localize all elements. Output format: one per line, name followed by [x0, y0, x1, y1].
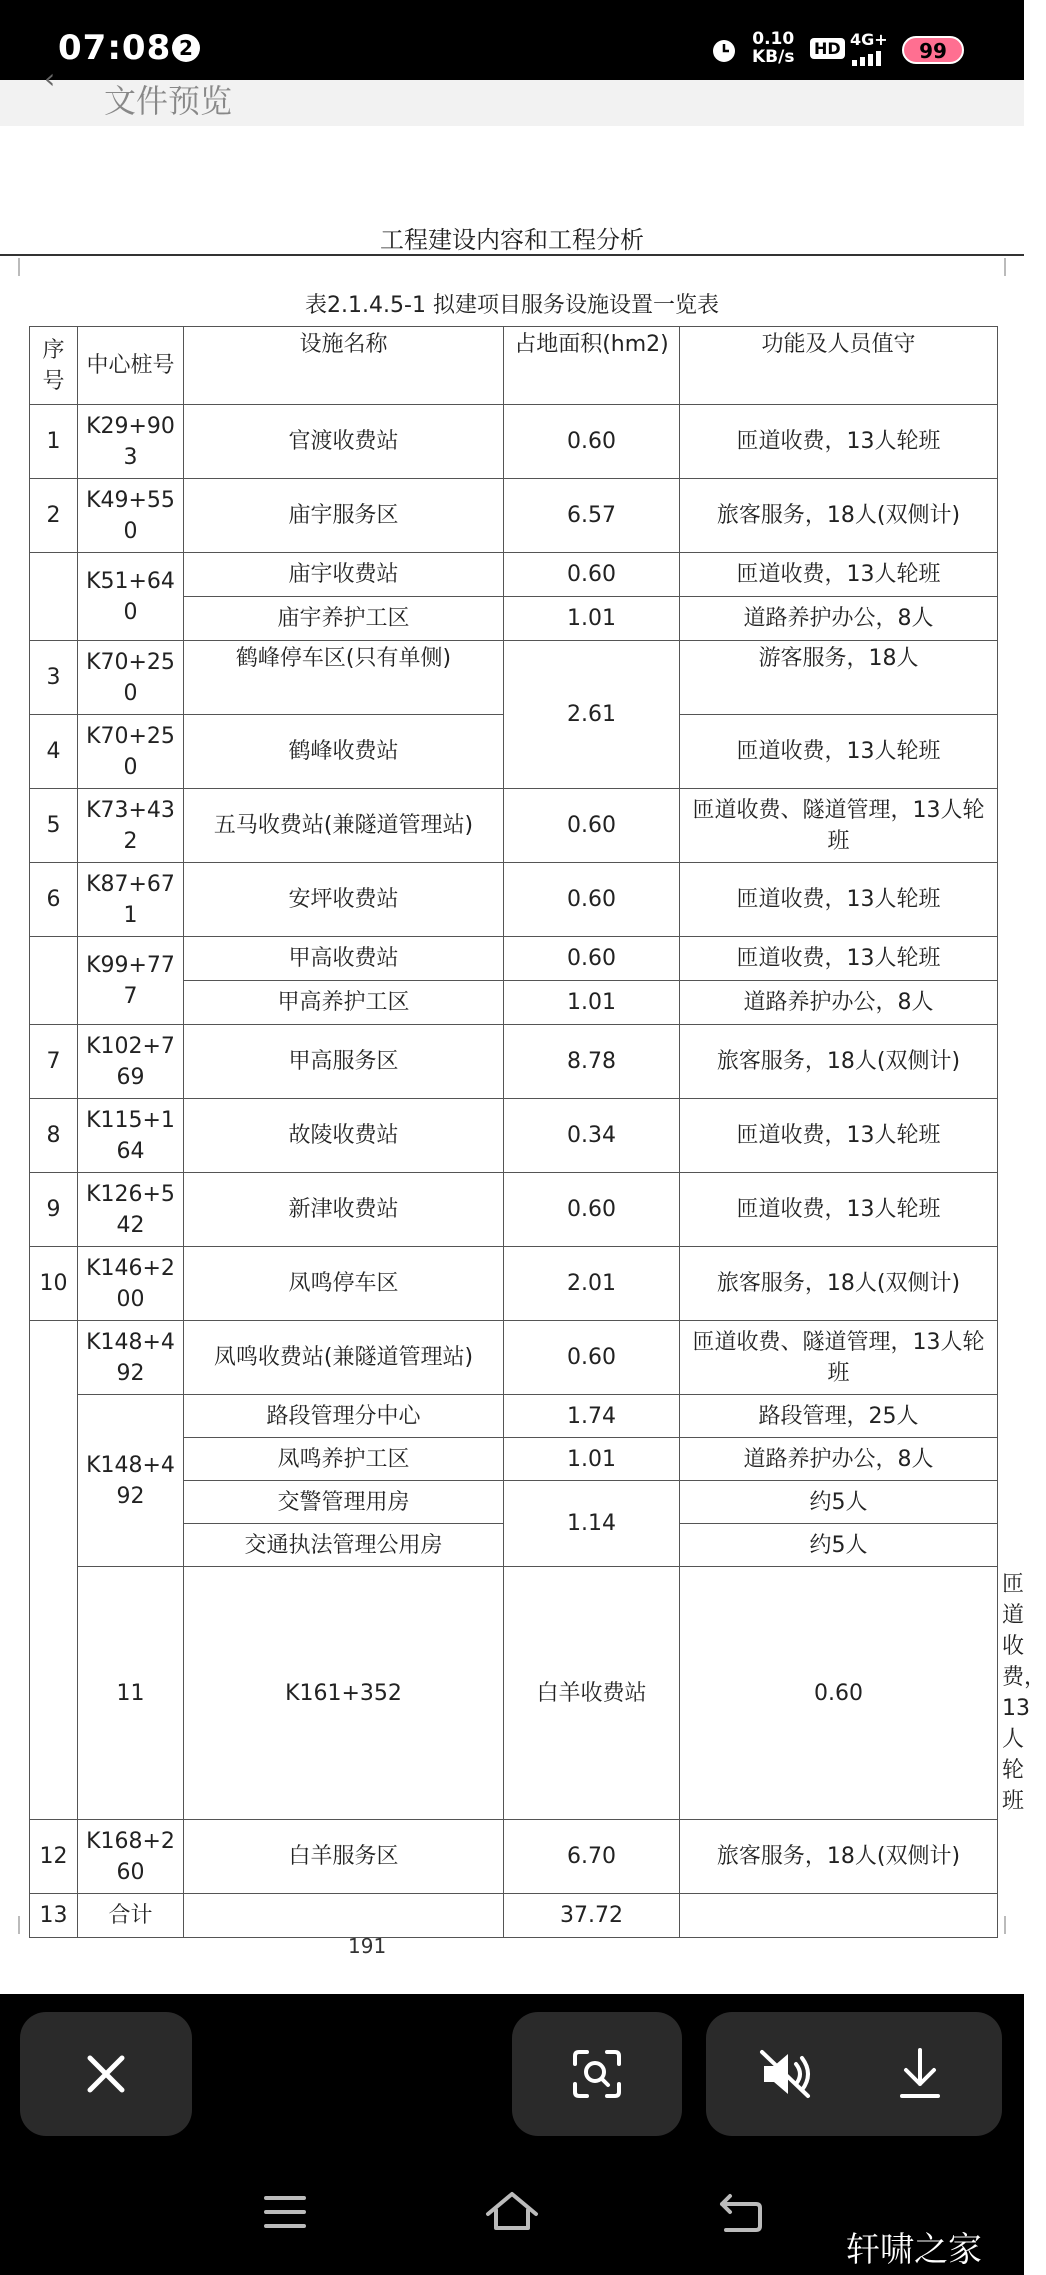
cell-name: 凤鸣养护工区 [184, 1438, 504, 1481]
column-header: 中心桩号 [78, 327, 184, 405]
cell-stake: K126+542 [78, 1173, 184, 1247]
cell-func: 道路养护办公，8人 [680, 1438, 998, 1481]
cell-area: 0.60 [504, 937, 680, 981]
document-page[interactable] [0, 126, 1046, 1976]
cell-area: 0.60 [504, 863, 680, 937]
running-header: 工程建设内容和工程分析 [380, 226, 644, 254]
cell-area: 1.01 [504, 981, 680, 1025]
cell-func: 匝道收费、隧道管理，13人轮班 [680, 789, 998, 863]
table-row: 11 K161+352 白羊收费站 0.60 匝道收费，13人轮班 [30, 1567, 998, 1820]
cell-name: 白羊收费站 [504, 1567, 680, 1820]
scan-search-icon [571, 2048, 623, 2100]
crop-mark [0, 258, 20, 276]
cell-area: 1.74 [504, 1395, 680, 1438]
cell-stake: K161+352 [184, 1567, 504, 1820]
cell-name: 庙宇服务区 [184, 479, 504, 553]
table-header-row [30, 327, 998, 405]
menu-icon[interactable] [262, 2192, 308, 2232]
cell-area: 0.60 [504, 405, 680, 479]
facilities-table [29, 326, 1046, 1938]
cell-area: 0.60 [504, 1173, 680, 1247]
cell-stake: K148+492 [78, 1321, 184, 1395]
scan-button[interactable] [512, 2012, 682, 2136]
cell-no: 13 [30, 1894, 78, 1938]
cell-no: 11 [78, 1567, 184, 1820]
status-bar [0, 0, 1024, 80]
cell-name: 路段管理分中心 [184, 1395, 504, 1438]
network-type: 4G+ [850, 30, 888, 49]
cell-area: 0.60 [504, 789, 680, 863]
notification-badge: 2 [172, 34, 200, 62]
cell-stake: K51+640 [78, 553, 184, 641]
table-row [30, 789, 998, 863]
cell-stake: K70+250 [78, 641, 184, 715]
cell-name: 新津收费站 [184, 1173, 504, 1247]
cell-func [680, 1894, 998, 1938]
alarm-icon [710, 36, 738, 64]
cell-func: 匝道收费，13人轮班 [680, 1099, 998, 1173]
cell-stake: K168+260 [78, 1820, 184, 1894]
cell-stake: K99+777 [78, 937, 184, 1025]
table-row [30, 1099, 998, 1173]
cell-name: 凤鸣收费站(兼隧道管理站) [184, 1321, 504, 1395]
cell-area: 0.60 [504, 1321, 680, 1395]
cell-func: 旅客服务，18人(双侧计) [680, 1820, 998, 1894]
cell-func: 匝道收费，13人轮班 [680, 405, 998, 479]
cell-stake: K29+903 [78, 405, 184, 479]
cell-area: 1.14 [504, 1481, 680, 1567]
cell-stake: K70+250 [78, 715, 184, 789]
cell-area: 1.01 [504, 1438, 680, 1481]
cell-name: 庙宇养护工区 [184, 597, 504, 641]
cell-area: 2.01 [504, 1247, 680, 1321]
column-header: 功能及人员值守 [680, 327, 998, 405]
back-icon[interactable]: ‹ [44, 62, 56, 95]
cell-name: 鹤峰收费站 [184, 715, 504, 789]
cell-name: 官渡收费站 [184, 405, 504, 479]
cell-stake: K102+769 [78, 1025, 184, 1099]
cell-no: 3 [30, 641, 78, 715]
cell-stake: K87+671 [78, 863, 184, 937]
cell-area: 6.70 [504, 1820, 680, 1894]
cell-func: 匝道收费、隧道管理，13人轮班 [680, 1321, 998, 1395]
cell-no: 9 [30, 1173, 78, 1247]
cell-no [30, 937, 78, 1025]
table-total-row [30, 1894, 998, 1938]
page-title: 文件预览 [104, 82, 233, 120]
table-row [30, 641, 998, 715]
cell-area: 2.61 [504, 641, 680, 789]
cell-area: 0.34 [504, 1099, 680, 1173]
network-speed: 0.10 KB/s [752, 29, 795, 67]
crop-mark [0, 1916, 20, 1934]
cell-no: 12 [30, 1820, 78, 1894]
cell-name: 鹤峰停车区(只有单侧) [184, 641, 504, 715]
crop-mark [1004, 1916, 1024, 1934]
cell-func: 路段管理，25人 [680, 1395, 998, 1438]
watermark: 轩啸之家 [846, 2230, 982, 2270]
column-header: 设施名称 [184, 327, 504, 405]
cell-func: 约5人 [680, 1524, 998, 1567]
cell-name: 故陵收费站 [184, 1099, 504, 1173]
close-button[interactable] [20, 2012, 192, 2136]
cell-stake: K73+432 [78, 789, 184, 863]
hd-badge: HD [810, 38, 845, 59]
table-row [30, 863, 998, 937]
table-row [30, 1025, 998, 1099]
cell-area: 0.60 [504, 553, 680, 597]
cell-func: 匝道收费，13人轮班 [680, 553, 998, 597]
cell-no: 4 [30, 715, 78, 789]
cell-name: 甲高收费站 [184, 937, 504, 981]
cell-func: 游客服务，18人 [680, 641, 998, 715]
signal-icon [850, 50, 886, 66]
cell-stake: 合计 [78, 1894, 184, 1938]
cell-stake: K148+492 [78, 1395, 184, 1567]
cell-no: 5 [30, 789, 78, 863]
cell-name: 庙宇收费站 [184, 553, 504, 597]
table-row [30, 937, 998, 981]
cell-area: 8.78 [504, 1025, 680, 1099]
crop-mark [1004, 258, 1024, 276]
table-row [30, 1395, 998, 1438]
cell-area: 1.01 [504, 597, 680, 641]
cell-func: 旅客服务，18人(双侧计) [680, 479, 998, 553]
cell-name: 交通执法管理公用房 [184, 1524, 504, 1567]
battery-indicator: 99 [902, 36, 964, 64]
cell-func: 道路养护办公，8人 [680, 981, 998, 1025]
cell-func: 旅客服务，18人(双侧计) [680, 1025, 998, 1099]
media-actions-group [706, 2012, 1002, 2136]
cell-area: 6.57 [504, 479, 680, 553]
cell-func: 道路养护办公，8人 [680, 597, 998, 641]
download-icon[interactable] [896, 2046, 944, 2100]
close-icon [84, 2052, 128, 2096]
cell-area: 0.60 [680, 1567, 998, 1820]
table-row [30, 1173, 998, 1247]
cell-name: 凤鸣停车区 [184, 1247, 504, 1321]
cell-name [184, 1894, 504, 1938]
cell-no [30, 1321, 78, 1820]
cell-func: 匝道收费，13人轮班 [680, 937, 998, 981]
cell-name: 交警管理用房 [184, 1481, 504, 1524]
cell-func: 匝道收费，13人轮班 [680, 863, 998, 937]
mute-icon[interactable] [758, 2048, 814, 2100]
cell-name: 白羊服务区 [184, 1820, 504, 1894]
cell-stake: K146+200 [78, 1247, 184, 1321]
back-nav-icon[interactable] [716, 2190, 766, 2234]
table-row [30, 1820, 998, 1894]
cell-no: 8 [30, 1099, 78, 1173]
home-icon[interactable] [484, 2188, 540, 2234]
cell-no: 7 [30, 1025, 78, 1099]
cell-no: 6 [30, 863, 78, 937]
page-number: 191 [348, 1934, 387, 1958]
cell-area: 37.72 [504, 1894, 680, 1938]
cell-name: 甲高养护工区 [184, 981, 504, 1025]
column-header: 序号 [30, 327, 78, 405]
bottom-toolbar [0, 1994, 1024, 2154]
cell-func: 旅客服务，18人(双侧计) [680, 1247, 998, 1321]
cell-func: 匝道收费，13人轮班 [680, 715, 998, 789]
table-row [30, 405, 998, 479]
cell-no: 2 [30, 479, 78, 553]
table-title: 表2.1.4.5-1 拟建项目服务设施设置一览表 [305, 293, 719, 318]
cell-name: 安坪收费站 [184, 863, 504, 937]
cell-stake: K49+550 [78, 479, 184, 553]
header-rule [0, 254, 1024, 256]
table-row [30, 1247, 998, 1321]
column-header: 占地面积(hm2) [504, 327, 680, 405]
clock: 07:08 [58, 28, 172, 68]
cell-func: 匝道收费，13人轮班 [680, 1173, 998, 1247]
table-row [30, 553, 998, 597]
cell-func: 约5人 [680, 1481, 998, 1524]
table-row [30, 1321, 998, 1395]
cell-name: 甲高服务区 [184, 1025, 504, 1099]
cell-no: 1 [30, 405, 78, 479]
cell-stake: K115+164 [78, 1099, 184, 1173]
cell-no [30, 553, 78, 641]
cell-name: 五马收费站(兼隧道管理站) [184, 789, 504, 863]
table-row [30, 479, 998, 553]
cell-no: 10 [30, 1247, 78, 1321]
